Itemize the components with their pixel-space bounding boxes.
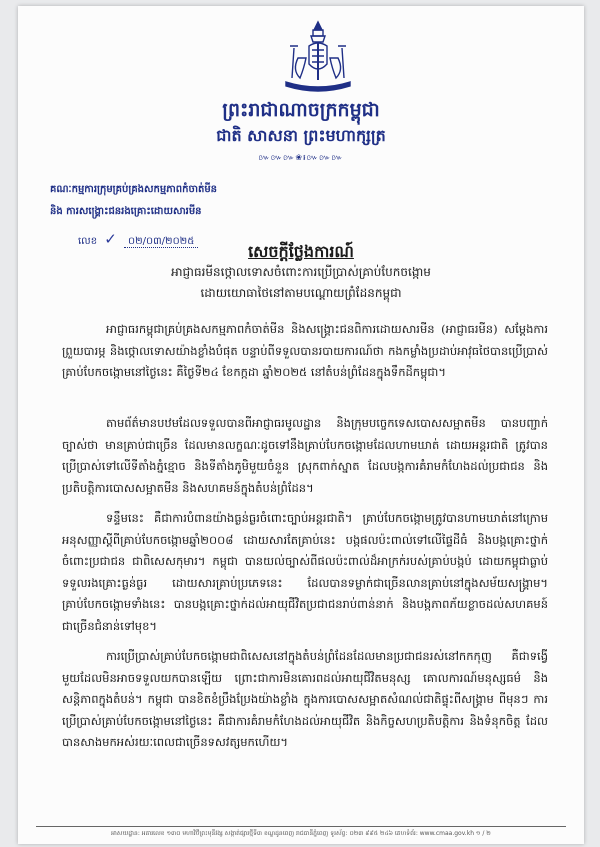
statement-subtitle-line1: អាជ្ញាធរមីនថ្កោលទោសចំពោះការប្រើប្រាស់គ្រាប់បែកចង្កោម	[171, 265, 431, 279]
statement-title: សេចក្តីថ្លែងការណ៍	[248, 242, 354, 261]
footer-address: អាសយដ្ឋាន: អគារលេខ ១៣០ មហាវិថីព្រះមុនីវង្ស សង្កាត់ផ្សារថ្មីទី៣ ខណ្ឌដូនពេញ រាជធានីភ្នំពេញ ទូរស័ព្ទ: ០២៣ ៩៩៥ ២៤៦ គេហទំព័រ: www.cmaa.gov.kh ១ / ២	[111, 830, 491, 837]
body-paragraph-3: ទន្ទឹមនេះ គឺជាការបំពានយ៉ាងធ្ងន់ធ្ងរចំពោះច្បាប់អន្តរជាតិ។ គ្រាប់បែកចង្កោមត្រូវបានហាមឃាត់នៅក្រោមអនុសញ្ញាស្តីពីគ្រាប់បែកចង្កោមឆ្នាំ២០០៨ ដោយសារតែគ្រាប់នេះ បង្កផលប៉ះពាល់ទៅលើផ្ទៃដីធំ និងបង្កគ្រោះថ្នាក់ចំពោះប្រជាជន ជាពិសេសកុមារ។ កម្ពុជា បានយល់ច្បាស់ពីផលប៉ះពាល់ដ៏អាក្រក់របស់គ្រាប់បង្កប់ ដោយកម្ពុជាធ្លាប់ទទួលរងគ្រោះធ្ងន់ធ្ងរ ដោយសារគ្រាប់ប្រភេទនេះ ដែលបានទម្លាក់ជាច្រើនលានគ្រាប់នៅក្នុងសម័យសង្គ្រាម។ គ្រាប់បែកចង្កោមទាំងនេះ បានបង្កគ្រោះថ្នាក់ដល់អាយុជីវិតប្រជាជនរាប់ពាន់នាក់ និងបង្កភាពភ័យខ្លាចដល់សហគមន៍ជាច្រើនជំនាន់ទៅមុខ។	[62, 511, 548, 633]
document-page	[18, 6, 584, 844]
statement-subtitle-line2: ដោយយោធាថៃនៅតាមបណ្តោយព្រំដែនកម្ពុជា	[200, 286, 402, 300]
body-paragraph-2: តាមព័ត៌មានបឋមដែលទទួលបានពីអាជ្ញាធរមូលដ្ឋាន និងក្រុមបច្ចេកទេសបោសសម្អាតមីន បានបញ្ជាក់ច្បាស់ថា មានគ្រាប់ជាច្រើន ដែលមានលក្ខណៈដូចទៅនឹងគ្រាប់បែកចង្កោមដែលហាមឃាត់ ដោយអន្តរជាតិ ត្រូវបានប្រើប្រាស់ទៅលើទីតាំងភ្នំខ្មោច និងទីតាំងភូមិមួយចំនួន ស្រុកពាក់ស្នាត ដែលបង្កការគំរាមកំហែងដល់ប្រជាជន និងប្រតិបត្តិការបោសសម្អាតមីន និងសហគមន៍ក្នុងតំបន់ព្រំដែន។	[62, 416, 548, 495]
body-paragraph-4: ការប្រើប្រាស់គ្រាប់បែកចង្កោមជាពិសេសនៅក្នុងតំបន់ព្រំដែនដែលមានប្រជាជនរស់នៅកកកុញ គឺជាទង្វើមួយដែលមិនអាចទទួលយកបានឡើយ ព្រោះជាការមិនគោរពដល់អាយុជីវិតមនុស្ស គោលការណ៍មនុស្សធម៌ និងសន្តិភាពក្នុងតំបន់។ កម្ពុជា បានខិតខំប្រឹងប្រែងយ៉ាងខ្លាំង ក្នុងការបោសសម្អាតសំណល់ជាតិផ្ទុះពីសង្គ្រាម ពីមុនៗ ការប្រើប្រាស់គ្រាប់បែកចង្កោមនៅថ្ងៃនេះ គឺជាការគំរាមកំហែងដល់អាយុជីវិត និងកិច្ចសហប្រតិបត្តិការ និងទំនុកចិត្ត ដែលបានសាងមកអស់រយៈពេលជាច្រើនទសវត្សមកហើយ។	[62, 649, 548, 749]
issuer-name-line2: និង ការសង្គ្រោះជនរងគ្រោះដោយសារមីន	[50, 206, 202, 217]
reference-label: លេខ	[78, 236, 98, 247]
reference-number: ០២/០៣/២០២៥	[124, 236, 198, 248]
body-paragraph-1: អាជ្ញាធរកម្ពុជាគ្រប់គ្រងសកម្មភាពកំចាត់មីន និងសង្គ្រោះជនពិការដោយសារមីន (អាជ្ញាធរមីន) សម្តែងការព្រួយបារម្ភ និងថ្កោលទោសយ៉ាងខ្លាំងបំផុត បន្ទាប់ពីទទួលបានរបាយការណ៍ថា កងកម្លាំងប្រដាប់អាវុធថៃបានប្រើប្រាស់គ្រាប់បែកចង្កោមនៅថ្ងៃនេះ គឺថ្ងៃទី២៤ ខែកក្កដា ឆ្នាំ២០២៥ នៅតំបន់ព្រំដែនក្នុងទឹកដីកម្ពុជា។	[62, 322, 548, 379]
handwritten-checkmark-icon: ✓	[104, 230, 117, 248]
divider-ornament: ៚៚៚❀៛៚៚៚	[258, 153, 344, 162]
issuer-name-line1: គណៈកម្មការក្រុមគ្រប់គ្រងសកម្មភាពកំចាត់មីន	[50, 184, 218, 195]
footer-divider	[36, 826, 566, 827]
royal-coat-of-arms-emblem	[278, 18, 358, 98]
national-motto: ជាតិ សាសនា ព្រះមហាក្សត្រ	[216, 126, 386, 145]
kingdom-title: ព្រះរាជាណាចក្រកម្ពុជា	[222, 99, 380, 121]
